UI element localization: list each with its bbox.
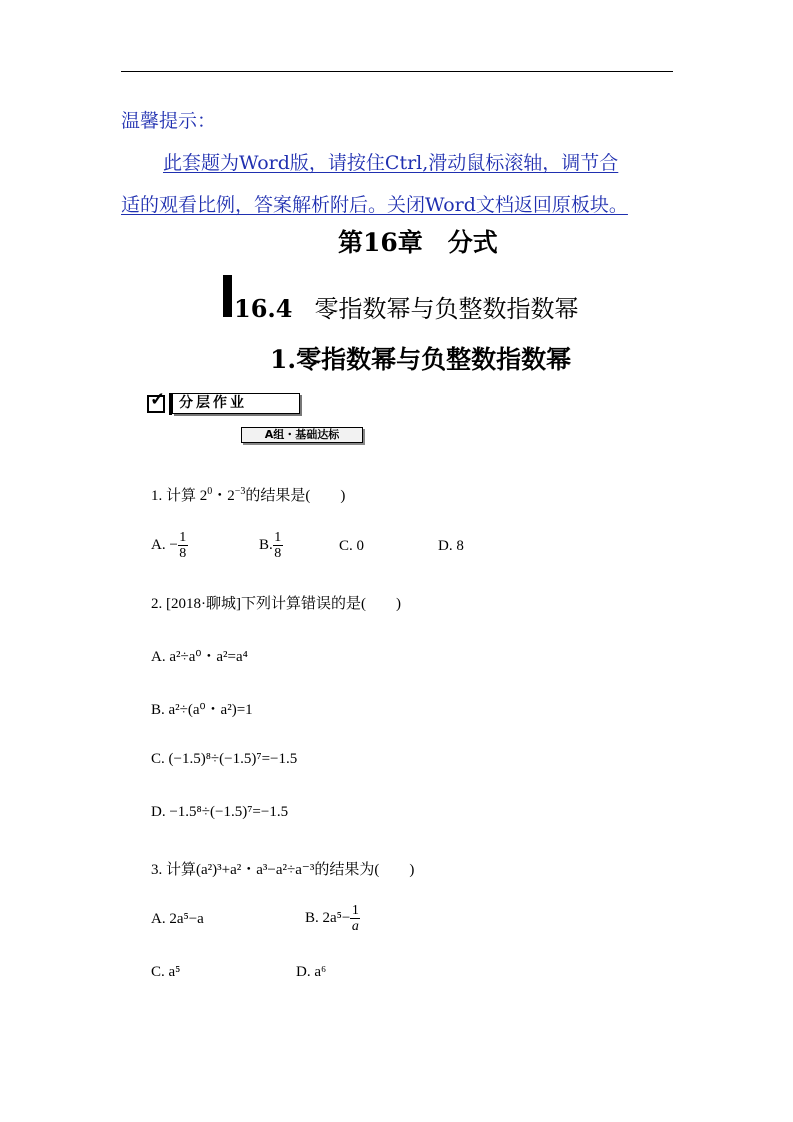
question-3-option-a: A. 2a⁵−a <box>151 911 204 927</box>
question-2-option-a: A. a²÷a⁰・a²=a⁴ <box>151 649 248 665</box>
check-mark-icon: ✓ <box>150 389 166 410</box>
q1-stem-prefix: 1. 计算 2 <box>151 488 208 504</box>
question-1-option-c: C. 0 <box>339 538 365 554</box>
q3-b-label: B. 2a⁵− <box>305 909 351 926</box>
group-label: A组・基础达标 <box>241 427 363 443</box>
q1-suffix: 的结果是( ) <box>245 488 346 504</box>
q3-b-fraction: $\frac{1}{a}$ <box>351 903 359 934</box>
question-3-option-d: D. a⁶ <box>296 964 327 980</box>
tip-line-1[interactable]: 此套题为Word版，请按住Ctrl,滑动鼠标滚轴，调节合 <box>163 152 619 174</box>
q1-b-label: B. <box>259 536 273 553</box>
question-1-stem <box>151 484 345 505</box>
question-2-option-c: C. (−1.5)⁸÷(−1.5)⁷=−1.5 <box>151 751 298 767</box>
section-title: 零指数幂与负整数指数幂 <box>314 295 579 323</box>
question-2-stem: 2. [2018·聊城]下列计算错误的是( ) <box>151 596 401 612</box>
tip-line-2[interactable]: 适的观看比例，答案解析附后。关闭Word文档返回原板块。 <box>121 194 628 216</box>
question-1-option-b <box>259 530 283 561</box>
question-1-option-d: D. 8 <box>438 538 464 554</box>
tip-title: 温馨提示： <box>121 110 217 132</box>
header-rule <box>121 71 673 72</box>
section-heading <box>234 289 578 324</box>
q1-exp2: −3 <box>234 486 246 497</box>
lesson-title: 1.零指数幂与负整数指数幂 <box>270 345 572 374</box>
homework-label: 分层作业 <box>172 393 300 414</box>
question-3-stem: 3. 计算(a²)³+a²・a³−a²÷a⁻³的结果为( ) <box>151 862 415 878</box>
section-number: 16.4 <box>234 294 293 323</box>
question-3-option-c: C. a⁵ <box>151 964 181 980</box>
q1-mid: ・2 <box>212 488 235 504</box>
question-2-option-b: B. a²÷(a⁰・a²)=1 <box>151 702 253 718</box>
q1-exp1: 0 <box>207 486 213 497</box>
q1-b-fraction: $\frac{1}{8}$ <box>274 530 282 561</box>
question-1-option-a <box>151 530 188 561</box>
q1-a-fraction: $\frac{1}{8}$ <box>179 530 187 561</box>
q1-a-label: A. − <box>151 536 178 553</box>
section-marker <box>223 275 232 317</box>
chapter-title: 第16章 分式 <box>338 228 498 257</box>
question-3-option-b <box>305 903 360 934</box>
question-2-option-d: D. −1.5⁸÷(−1.5)⁷=−1.5 <box>151 804 289 820</box>
